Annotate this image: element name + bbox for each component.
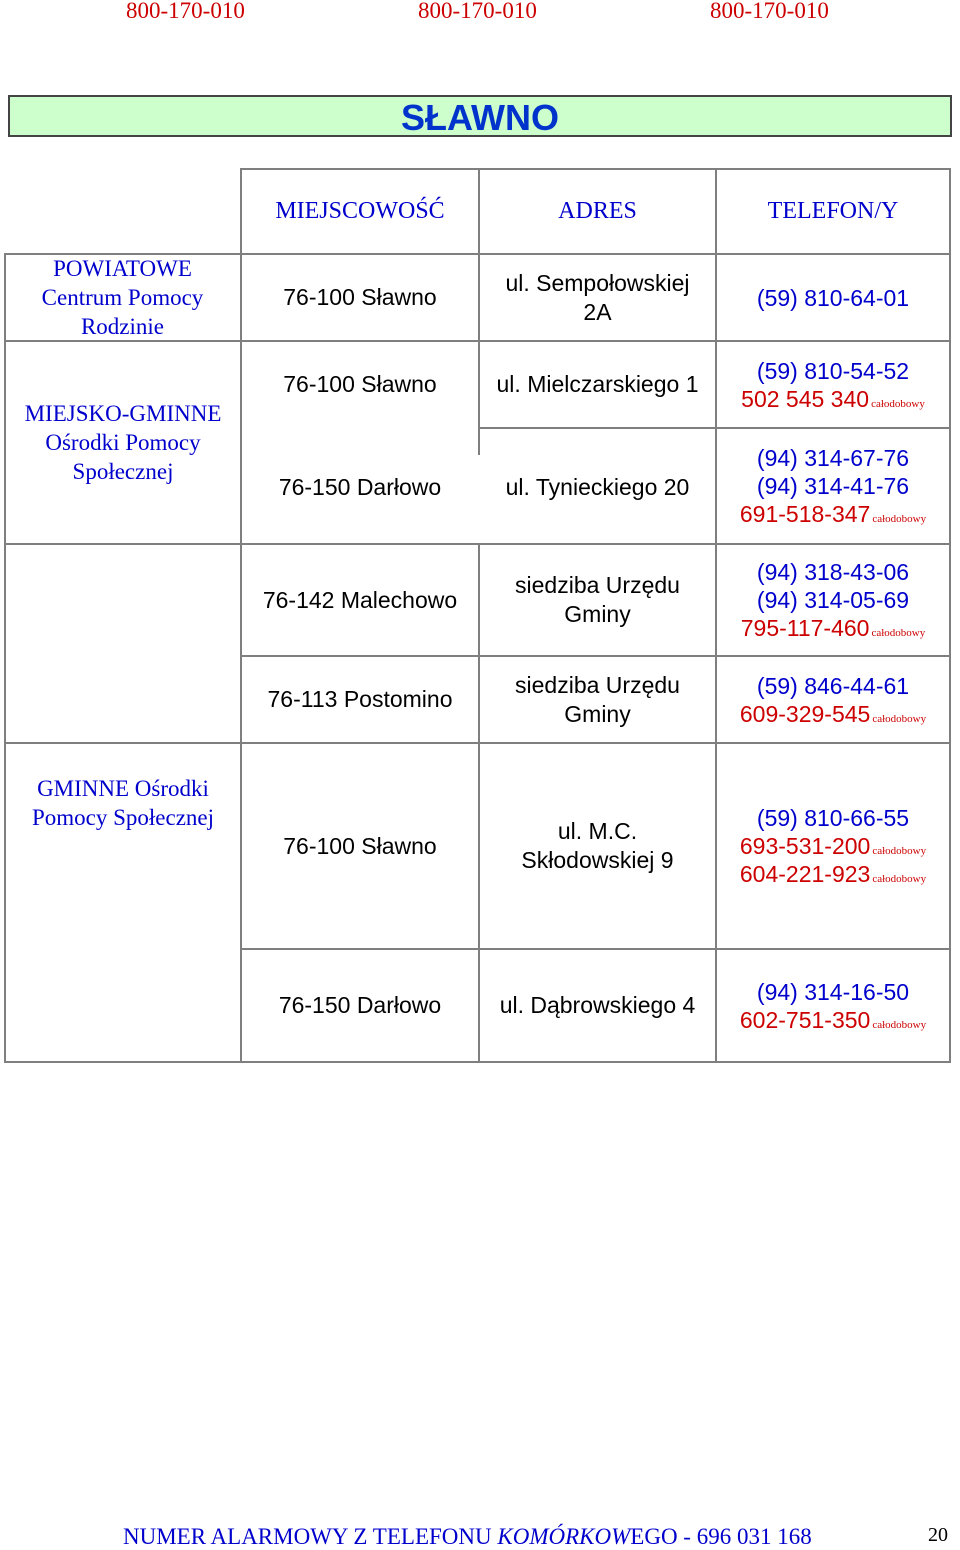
category-powiatowe	[20, 255, 225, 340]
header-place	[242, 170, 478, 253]
phone-number: (94) 314-16-50	[756, 978, 910, 1005]
page-number: 20	[928, 1524, 948, 1546]
address-text: ul. Sempołowskiej 2A	[505, 269, 690, 325]
table-row-place	[242, 342, 478, 427]
table-row-address	[500, 744, 695, 948]
title-banner	[8, 95, 952, 137]
address-text: siedziba Urzędu Gminy	[515, 671, 680, 727]
category-label: POWIATOWE Centrum Pomocy Rodzinie	[41, 256, 204, 339]
header-phone-label: TELEFON/Y	[767, 198, 899, 224]
table-row-phones	[717, 342, 949, 427]
table-row-phones	[717, 545, 949, 655]
around-clock-tag: całodobowy	[871, 397, 925, 410]
footer-italic: KOMÓRKOW	[497, 1524, 631, 1549]
phone-number-24h: 604-221-923	[739, 861, 871, 887]
hotline-number: 800-170-010	[418, 0, 537, 23]
address-text: ul. Tynieckiego 20	[505, 473, 690, 500]
around-clock-tag: całodobowy	[871, 627, 926, 639]
phone-number: (59) 810-54-52	[756, 357, 910, 384]
around-clock-tag: całodobowy	[872, 1018, 927, 1031]
table-row-phones	[717, 255, 949, 340]
header-place-label: MIEJSCOWOŚĆ	[275, 198, 445, 224]
category-label: MIEJSKO-GMINNE Ośrodki Pomocy Społecznej	[24, 401, 222, 484]
phone-number: (59) 846-44-61	[756, 672, 910, 699]
table-row-address	[500, 545, 695, 655]
phone-number: (59) 810-66-55	[756, 805, 910, 831]
table-row-phones	[717, 950, 949, 1061]
hotline-number: 800-170-010	[710, 0, 829, 23]
address-text: siedziba Urzędu Gminy	[515, 572, 680, 627]
table-row-address	[480, 950, 715, 1061]
phone-number-24h: 691-518-347	[739, 501, 871, 527]
around-clock-tag: całodobowy	[872, 513, 927, 525]
header-address	[480, 170, 715, 253]
footer-prefix: NUMER ALARMOWY Z TELEFONU	[123, 1524, 498, 1549]
place-text: 76-150 Darłowo	[278, 992, 442, 1018]
table-row-address	[480, 472, 715, 502]
phone-number: (94) 314-05-69	[756, 587, 910, 613]
around-clock-tag: całodobowy	[872, 873, 927, 885]
table-row-place	[242, 472, 478, 502]
table-row-phones	[717, 657, 949, 742]
table-row-address	[500, 657, 695, 742]
place-text: 76-100 Sławno	[283, 284, 437, 310]
table-row-place	[242, 950, 478, 1061]
phone-number-24h: 502 545 340	[741, 385, 870, 412]
footer-suffix: EGO - 696 031 168	[630, 1524, 812, 1549]
around-clock-tag: całodobowy	[872, 712, 927, 725]
place-text: 76-142 Malechowo	[262, 586, 458, 613]
address-text: ul. Dąbrowskiego 4	[499, 992, 696, 1018]
phone-number: (94) 314-67-76	[756, 445, 910, 471]
table-row-place	[242, 744, 478, 948]
phone-number: (59) 810-64-01	[756, 284, 910, 311]
header-address-label: ADRES	[558, 198, 637, 224]
page-title: SŁAWNO	[401, 97, 559, 138]
hotline-number: 800-170-010	[126, 0, 245, 23]
around-clock-tag: całodobowy	[872, 845, 927, 857]
category-label: GMINNE Ośrodki Pomocy Społecznej	[31, 776, 215, 830]
table-row-place	[242, 545, 478, 655]
address-text: ul. M.C. Skłodowskiej 9	[521, 818, 674, 873]
table-row-phones	[717, 429, 949, 543]
phone-number-24h: 609-329-545	[739, 700, 871, 727]
phone-number: (94) 318-43-06	[756, 559, 910, 585]
category-gminne	[18, 744, 228, 862]
place-text: 76-100 Sławno	[283, 832, 437, 859]
table-row-address	[490, 342, 705, 427]
table-row-address	[490, 255, 705, 340]
address-text: ul. Mielczarskiego 1	[496, 371, 699, 397]
category-miejsko-gminne	[18, 342, 228, 543]
phone-number-24h: 795-117-460	[740, 615, 870, 641]
phone-number-24h: 602-751-350	[739, 1006, 871, 1033]
header-phone	[717, 170, 949, 253]
place-text: 76-100 Sławno	[283, 371, 437, 397]
table-row-place	[242, 255, 478, 340]
place-text: 76-150 Darłowo	[278, 473, 442, 500]
phone-number: (94) 314-41-76	[756, 473, 910, 499]
place-text: 76-113 Postomino	[267, 686, 453, 712]
footer-alarm-number	[123, 1524, 812, 1550]
phone-number-24h: 693-531-200	[739, 833, 871, 859]
table-row-place	[242, 657, 478, 742]
table-row-phones	[717, 744, 949, 948]
